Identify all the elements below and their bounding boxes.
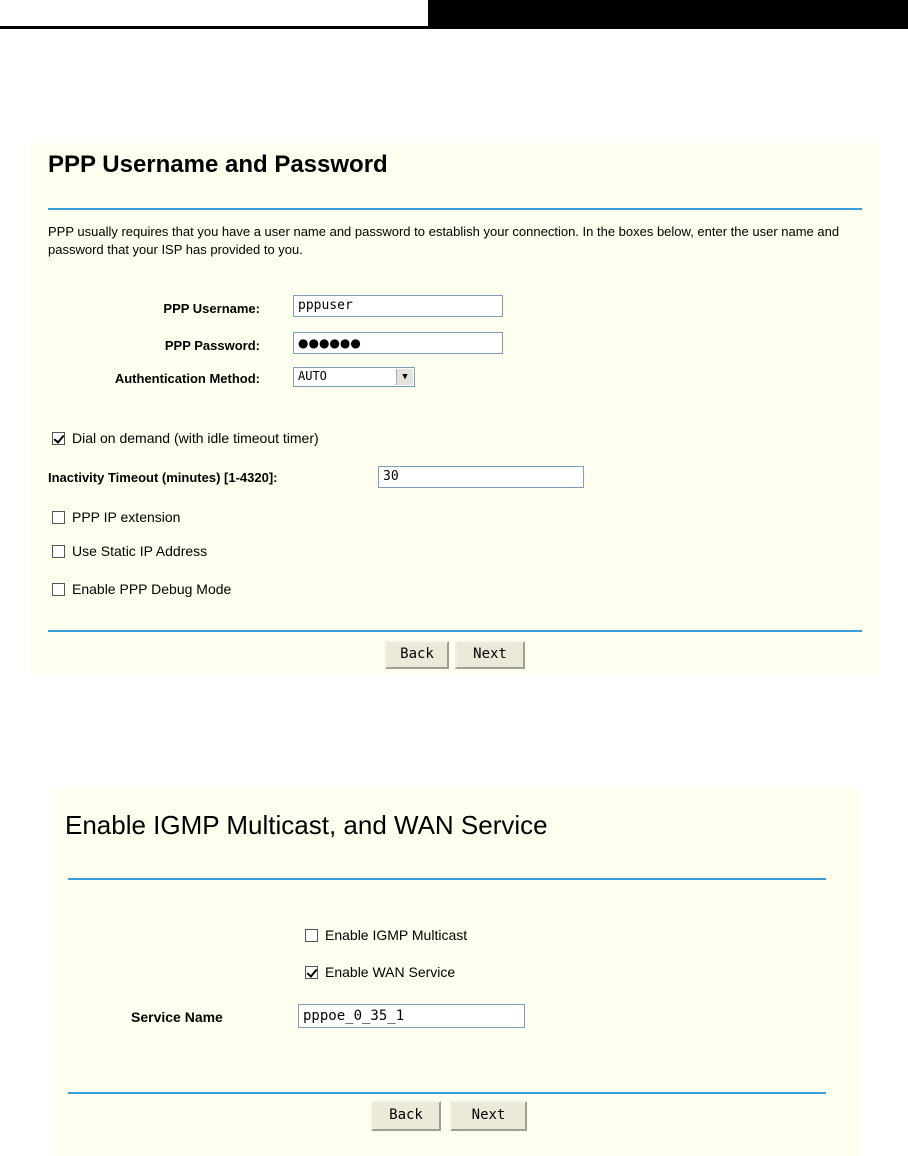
ppp-password-input[interactable]: ●●●●●●	[293, 332, 503, 354]
header-bar	[428, 0, 908, 26]
back-button[interactable]: Back	[371, 1101, 441, 1131]
header-rule	[0, 26, 908, 29]
ppp-ip-extension-row[interactable]	[52, 509, 180, 525]
ppp-ip-extension-label: PPP IP extension	[72, 509, 181, 525]
ppp-password-label: PPP Password:	[164, 338, 260, 353]
chevron-down-icon[interactable]: ▼	[396, 369, 413, 385]
service-name-input[interactable]: pppoe_0_35_1	[298, 1004, 525, 1028]
wan-service-label: Enable WAN Service	[325, 964, 456, 980]
static-ip-checkbox[interactable]	[52, 545, 65, 558]
footer-divider	[48, 630, 862, 632]
ppp-username-label: PPP Username:	[163, 301, 260, 316]
back-button[interactable]: Back	[385, 641, 449, 669]
inactivity-timeout-input[interactable]: 30	[378, 466, 584, 488]
ppp-credentials-panel	[30, 143, 878, 674]
ppp-description: PPP usually requires that you have a user name and password to establish your connection. In the boxes below, enter the user name and password that your ISP has provided to you.	[48, 224, 840, 257]
title-divider	[68, 878, 826, 880]
static-ip-label: Use Static IP Address	[72, 543, 208, 559]
ppp-username-input[interactable]: pppuser	[293, 295, 503, 317]
dial-on-demand-checkbox[interactable]	[52, 432, 65, 445]
wan-service-checkbox[interactable]	[305, 966, 318, 979]
igmp-wan-panel	[53, 788, 861, 1156]
inactivity-timeout-label: Inactivity Timeout (minutes) [1-4320]:	[48, 470, 278, 485]
ppp-debug-row[interactable]	[52, 581, 231, 597]
footer-divider	[68, 1092, 826, 1094]
ppp-debug-label: Enable PPP Debug Mode	[72, 581, 232, 597]
next-button[interactable]: Next	[450, 1101, 527, 1131]
authentication-method-select[interactable]	[293, 367, 415, 387]
ppp-debug-checkbox[interactable]	[52, 583, 65, 596]
igmp-page-title: Enable IGMP Multicast, and WAN Service	[65, 810, 548, 840]
igmp-multicast-checkbox[interactable]	[305, 929, 318, 942]
dial-on-demand-row[interactable]	[52, 430, 319, 446]
service-name-label: Service Name	[131, 1009, 223, 1025]
next-button[interactable]: Next	[455, 641, 525, 669]
wan-service-row[interactable]	[305, 964, 455, 980]
igmp-multicast-label: Enable IGMP Multicast	[325, 927, 468, 943]
authentication-method-value: AUTO	[298, 369, 327, 383]
ppp-ip-extension-checkbox[interactable]	[52, 511, 65, 524]
title-divider	[48, 208, 862, 210]
dial-on-demand-label: Dial on demand (with idle timeout timer)	[72, 430, 319, 446]
igmp-multicast-row[interactable]	[305, 927, 467, 943]
static-ip-row[interactable]	[52, 543, 207, 559]
authentication-method-label: Authentication Method:	[114, 371, 260, 386]
ppp-page-title: PPP Username and Password	[48, 151, 388, 178]
